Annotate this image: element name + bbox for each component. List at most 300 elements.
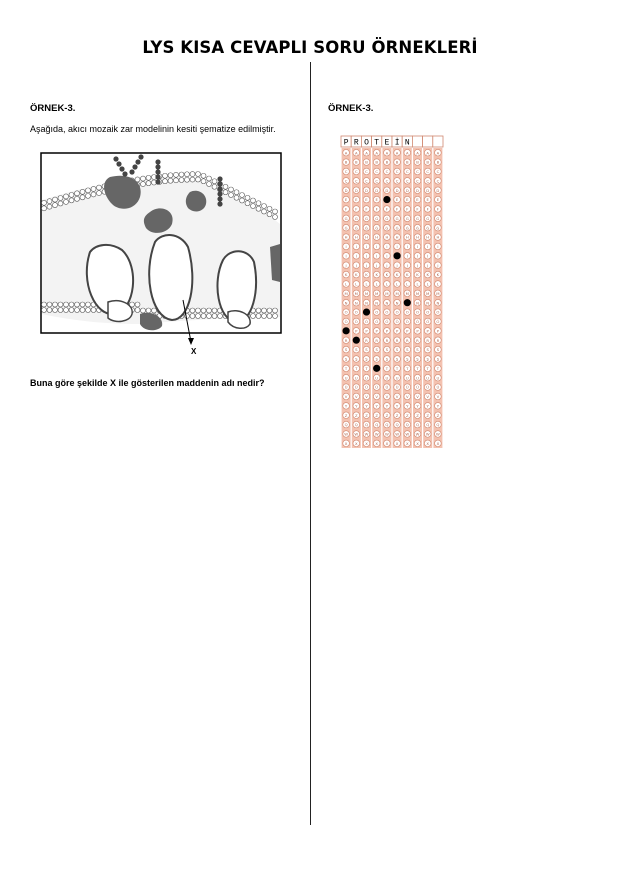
bubble-letter: E xyxy=(426,197,429,203)
answer-box xyxy=(412,136,422,147)
answer-box-letter: P xyxy=(343,138,349,148)
bubble-letter: L xyxy=(396,281,399,287)
bubble-letter: Ş xyxy=(385,356,389,362)
lipid-head xyxy=(207,176,212,181)
question-intro: Aşağıda, akıcı mozaik zar modelinin kesiti şematize edilmiştir. xyxy=(30,124,276,134)
bubble-letter: S xyxy=(385,347,389,353)
lipid-head xyxy=(80,195,85,200)
bubble-letter: Ü xyxy=(436,384,440,390)
carbohydrate-bead xyxy=(155,174,160,179)
bubble-letter: U xyxy=(385,375,389,381)
bubble-letter: Q xyxy=(436,422,440,428)
bubble-letter: K xyxy=(375,272,378,278)
bubble-letter: M xyxy=(364,290,369,296)
bubble-filled xyxy=(404,299,411,306)
lipid-head xyxy=(42,200,47,205)
bubble-letter: Q xyxy=(385,422,389,428)
bubble-letter: I xyxy=(406,244,408,250)
bubble-letter: R xyxy=(436,337,440,343)
bubble-letter: Ö xyxy=(365,319,368,325)
bubble-letter: W xyxy=(405,431,410,437)
bubble-letter: R xyxy=(405,337,409,343)
bubble-letter: Ç xyxy=(426,178,430,184)
bubble-letter: T xyxy=(385,365,389,371)
bubble-letter: Ğ xyxy=(436,225,440,231)
figure-x-label: X xyxy=(191,347,197,356)
bubble-letter: H xyxy=(436,234,440,240)
bubble-letter: L xyxy=(385,281,388,287)
lipid-head xyxy=(262,209,267,214)
bubble-letter: Ğ xyxy=(365,225,368,231)
bubble-letter: X xyxy=(344,440,348,446)
bubble-letter: D xyxy=(365,187,368,193)
bubble-letter: K xyxy=(395,272,399,278)
lipid-head xyxy=(273,314,278,319)
bubble-letter: T xyxy=(344,365,348,371)
carbohydrate-bead xyxy=(122,171,127,176)
answer-box-letter: O xyxy=(364,138,369,148)
bubble-letter: X xyxy=(395,440,399,446)
bubble-letter: B xyxy=(426,159,430,165)
lipid-head xyxy=(207,182,212,187)
bubble-letter: Z xyxy=(354,412,358,418)
bubble-letter: M xyxy=(375,290,379,296)
bubble-letter: T xyxy=(355,365,358,371)
bubble-letter: S xyxy=(344,347,348,353)
bubble-letter: U xyxy=(365,375,368,381)
bubble-letter: Ş xyxy=(406,356,409,362)
lipid-head xyxy=(75,308,80,313)
bubble-letter: B xyxy=(416,159,419,165)
bubble-letter: O xyxy=(375,309,379,315)
carbohydrate-bead xyxy=(217,176,222,181)
bubble-letter: Ö xyxy=(385,319,389,325)
bubble-letter: A xyxy=(385,150,389,156)
bubble-letter: Ç xyxy=(365,178,368,184)
bubble-letter: R xyxy=(416,337,419,343)
lipid-head xyxy=(190,314,195,319)
lipid-head xyxy=(163,179,168,184)
bubble-letter: A xyxy=(375,150,379,156)
bubble-filled xyxy=(384,196,391,203)
bubble-letter: Q xyxy=(416,422,419,428)
column-divider xyxy=(310,62,311,825)
bubble-letter: T xyxy=(426,365,429,371)
bubble-letter: Z xyxy=(436,412,440,418)
bubble-letter: Ş xyxy=(416,356,419,362)
bubble-letter: Ş xyxy=(436,356,440,362)
lipid-head xyxy=(64,199,69,204)
lipid-head xyxy=(201,173,206,178)
bubble-letter: Q xyxy=(365,422,368,428)
lipid-head xyxy=(234,190,239,195)
bubble-letter: T xyxy=(406,365,409,371)
bubble-letter: O xyxy=(395,309,399,315)
bubble-letter: H xyxy=(365,234,368,240)
lipid-head xyxy=(53,302,58,307)
question-text: Buna göre şekilde X ile gösterilen maddenin adı nedir? xyxy=(30,378,265,388)
bubble-letter: D xyxy=(416,187,419,193)
lipid-head xyxy=(58,308,63,313)
bubble-letter: Z xyxy=(375,412,379,418)
bubble-letter: Y xyxy=(406,403,409,409)
lipid-head xyxy=(42,302,47,307)
bubble-letter: K xyxy=(365,272,368,278)
bubble-letter: B xyxy=(405,159,409,165)
bubble-letter: O xyxy=(426,309,430,315)
bubble-letter: Ü xyxy=(416,384,419,390)
carbohydrate-bead xyxy=(135,159,140,164)
bubble-letter: V xyxy=(354,394,358,400)
bubble-letter: D xyxy=(375,187,379,193)
carbohydrate-bead xyxy=(138,154,143,159)
lipid-head xyxy=(58,201,63,206)
bubble-letter: D xyxy=(395,187,399,193)
bubble-letter: J xyxy=(396,262,398,268)
lipid-head xyxy=(201,314,206,319)
bubble-letter: Z xyxy=(385,412,389,418)
bubble-letter: Ö xyxy=(354,319,358,325)
bubble-letter: İ xyxy=(376,253,378,259)
lipid-head xyxy=(196,308,201,313)
bubble-letter: Ç xyxy=(416,178,419,184)
bubble-letter: R xyxy=(426,337,430,343)
bubble-letter: O xyxy=(436,309,440,315)
bubble-letter: W xyxy=(354,431,359,437)
bubble-filled xyxy=(373,365,380,372)
bubble-letter: Q xyxy=(344,422,348,428)
bubble-letter: T xyxy=(395,365,399,371)
lipid-head xyxy=(262,308,267,313)
lipid-head xyxy=(152,308,157,313)
bubble-letter: Y xyxy=(355,403,358,409)
bubble-letter: F xyxy=(355,206,358,212)
bubble-letter: A xyxy=(405,150,409,156)
bubble-letter: G xyxy=(395,215,399,221)
bubble-letter: G xyxy=(344,215,348,221)
bubble-letter: J xyxy=(376,262,378,268)
example-label-right: ÖRNEK-3. xyxy=(328,103,374,114)
bubble-letter: P xyxy=(395,328,399,334)
lipid-head xyxy=(64,194,69,199)
bubble-letter: N xyxy=(436,300,440,306)
membrane-diagram xyxy=(40,152,282,357)
bubble-letter: Y xyxy=(375,403,378,409)
lipid-head xyxy=(91,186,96,191)
bubble-letter: X xyxy=(436,440,440,446)
lipid-head xyxy=(135,308,140,313)
bubble-letter: R xyxy=(344,337,348,343)
lipid-head xyxy=(80,308,85,313)
bubble-letter: D xyxy=(344,187,348,193)
bubble-letter: İ xyxy=(437,253,439,259)
bubble-letter: X xyxy=(426,440,430,446)
lipid-head xyxy=(69,308,74,313)
answer-box-letter: E xyxy=(384,138,390,148)
lipid-head xyxy=(168,173,173,178)
bubble-letter: Ğ xyxy=(344,225,348,231)
bubble-letter: E xyxy=(365,197,368,203)
lipid-head xyxy=(245,201,250,206)
lipid-head xyxy=(47,199,52,204)
bubble-letter: M xyxy=(385,290,389,296)
carbohydrate-bead xyxy=(132,164,137,169)
lipid-head xyxy=(245,195,250,200)
bubble-letter: H xyxy=(385,234,389,240)
bubble-letter: W xyxy=(385,431,389,437)
bubble-letter: J xyxy=(386,262,388,268)
carbohydrate-bead xyxy=(155,164,160,169)
answer-box-letter: R xyxy=(353,138,359,148)
bubble-letter: H xyxy=(354,234,358,240)
lipid-head xyxy=(256,314,261,319)
lipid-head xyxy=(267,212,272,217)
bubble-letter: Ş xyxy=(426,356,429,362)
bubble-letter: I xyxy=(427,244,429,250)
bubble-letter: R xyxy=(375,337,379,343)
bubble-letter: M xyxy=(426,290,430,296)
bubble-letter: Y xyxy=(385,403,389,409)
bubble-letter: A xyxy=(354,150,358,156)
bubble-letter: Z xyxy=(426,412,430,418)
bubble-letter: F xyxy=(375,206,378,212)
bubble-letter: U xyxy=(395,375,399,381)
lipid-head xyxy=(80,189,85,194)
bubble-letter: L xyxy=(416,281,419,287)
carbohydrate-bead xyxy=(217,196,222,201)
lipid-head xyxy=(240,198,245,203)
bubble-letter: H xyxy=(375,234,379,240)
lipid-head xyxy=(97,185,102,190)
bubble-letter: J xyxy=(437,262,439,268)
bubble-letter: H xyxy=(395,234,399,240)
bubble-letter: V xyxy=(375,394,379,400)
bubble-letter: G xyxy=(354,215,358,221)
bubble-letter: L xyxy=(355,281,358,287)
lipid-head xyxy=(256,206,261,211)
lipid-head xyxy=(47,302,52,307)
bubble-letter: E xyxy=(406,197,409,203)
bubble-letter: Ü xyxy=(354,384,358,390)
bubble-filled xyxy=(343,328,350,335)
bubble-letter: Ğ xyxy=(375,225,379,231)
bubble-letter: R xyxy=(385,337,389,343)
lipid-head xyxy=(86,308,91,313)
lipid-head xyxy=(256,308,261,313)
lipid-head xyxy=(53,197,58,202)
bubble-letter: İ xyxy=(416,253,419,259)
lipid-head xyxy=(91,308,96,313)
lipid-head xyxy=(196,177,201,182)
bubble-letter: Ğ xyxy=(405,225,409,231)
lipid-head xyxy=(201,308,206,313)
lipid-head xyxy=(174,172,179,177)
bubble-letter: L xyxy=(436,281,439,287)
lipid-head xyxy=(212,308,217,313)
lipid-head xyxy=(273,209,278,214)
lipid-head xyxy=(53,203,58,208)
bubble-letter: W xyxy=(415,431,420,437)
lipid-head xyxy=(267,206,272,211)
bubble-letter: Ğ xyxy=(395,225,399,231)
bubble-letter: I xyxy=(376,244,378,250)
bubble-letter: T xyxy=(436,365,440,371)
lipid-head xyxy=(229,193,234,198)
bubble-letter: G xyxy=(405,215,409,221)
bubble-letter: Ş xyxy=(344,356,348,362)
bubble-letter: S xyxy=(416,347,419,353)
bubble-letter: Ü xyxy=(395,384,399,390)
bubble-letter: M xyxy=(344,290,348,296)
bubble-letter: Ö xyxy=(405,319,409,325)
bubble-letter: F xyxy=(365,206,368,212)
bubble-letter: V xyxy=(344,394,348,400)
bubble-letter: M xyxy=(405,290,409,296)
carbohydrate-bead xyxy=(129,169,134,174)
bubble-letter: X xyxy=(385,440,389,446)
bubble-letter: Ü xyxy=(405,384,409,390)
bubble-letter: Ç xyxy=(375,178,379,184)
answer-box xyxy=(433,136,443,147)
bubble-letter: F xyxy=(406,206,409,212)
bubble-letter: Y xyxy=(365,403,368,409)
bubble-letter: S xyxy=(395,347,399,353)
bubble-letter: N xyxy=(416,300,419,306)
bubble-letter: Z xyxy=(395,412,399,418)
bubble-letter: B xyxy=(365,159,368,165)
lipid-head xyxy=(91,192,96,197)
bubble-letter: W xyxy=(344,431,348,437)
bubble-letter: K xyxy=(355,272,358,278)
bubble-letter: Ç xyxy=(385,178,389,184)
bubble-letter: D xyxy=(436,187,440,193)
bubble-letter: C xyxy=(395,169,399,175)
bubble-letter: H xyxy=(405,234,409,240)
carbohydrate-bead xyxy=(217,191,222,196)
bubble-letter: C xyxy=(354,169,358,175)
bubble-letter: N xyxy=(426,300,430,306)
bubble-letter: W xyxy=(364,431,369,437)
bubble-letter: Y xyxy=(344,403,348,409)
bubble-letter: F xyxy=(385,206,388,212)
bubble-letter: Y xyxy=(426,403,429,409)
bubble-letter: Ö xyxy=(344,319,348,325)
bubble-letter: I xyxy=(365,244,368,250)
lipid-head xyxy=(207,308,212,313)
bubble-letter: O xyxy=(416,309,419,315)
lipid-head xyxy=(174,178,179,183)
bubble-letter: C xyxy=(385,169,389,175)
bubble-letter: Q xyxy=(395,422,399,428)
bubble-letter: X xyxy=(354,440,358,446)
lipid-head xyxy=(190,177,195,182)
answer-box xyxy=(423,136,433,147)
bubble-letter: Ü xyxy=(375,384,379,390)
carbohydrate-bead xyxy=(217,186,222,191)
lipid-head xyxy=(273,215,278,220)
bubble-letter: F xyxy=(416,206,419,212)
bubble-letter: K xyxy=(416,272,419,278)
bubble-letter: O xyxy=(354,309,358,315)
bubble-letter: L xyxy=(345,281,348,287)
lipid-head xyxy=(135,302,140,307)
lipid-head xyxy=(201,179,206,184)
bubble-letter: D xyxy=(385,187,389,193)
bubble-letter: P xyxy=(406,328,409,334)
lipid-head xyxy=(64,308,69,313)
bubble-letter: H xyxy=(426,234,430,240)
bubble-letter: V xyxy=(365,394,368,400)
bubble-letter: P xyxy=(436,328,440,334)
lipid-head xyxy=(42,206,47,211)
bubble-letter: S xyxy=(436,347,440,353)
carbohydrate-bead xyxy=(155,159,160,164)
answer-box-letter: N xyxy=(404,138,410,148)
bubble-letter: U xyxy=(344,375,348,381)
bubble-letter: K xyxy=(426,272,429,278)
bubble-letter: Ş xyxy=(355,356,358,362)
bubble-letter: A xyxy=(395,150,399,156)
example-label-left: ÖRNEK-3. xyxy=(30,103,76,114)
bubble-letter: W xyxy=(425,431,430,437)
bubble-letter: V xyxy=(405,394,409,400)
lipid-head xyxy=(212,179,217,184)
bubble-letter: R xyxy=(365,337,368,343)
bubble-letter: C xyxy=(344,169,348,175)
bubble-letter: P xyxy=(416,328,419,334)
bubble-letter: S xyxy=(365,347,368,353)
bubble-letter: U xyxy=(375,375,379,381)
bubble-letter: D xyxy=(426,187,430,193)
bubble-letter: C xyxy=(375,169,379,175)
bubble-letter: I xyxy=(386,244,388,250)
carbohydrate-bead xyxy=(113,156,118,161)
lipid-head xyxy=(196,172,201,177)
lipid-head xyxy=(146,181,151,186)
lipid-head xyxy=(75,302,80,307)
bubble-letter: N xyxy=(375,300,379,306)
bubble-letter: İ xyxy=(406,253,408,259)
bubble-letter: Ğ xyxy=(416,225,419,231)
bubble-letter: B xyxy=(395,159,399,165)
bubble-letter: J xyxy=(345,262,347,268)
bubble-letter: İ xyxy=(365,253,368,259)
lipid-head xyxy=(185,177,190,182)
lipid-head xyxy=(58,302,63,307)
lipid-head xyxy=(267,314,272,319)
bubble-letter: J xyxy=(416,262,419,268)
carbohydrate-bead xyxy=(116,161,121,166)
bubble-letter: W xyxy=(374,431,379,437)
bubble-letter: R xyxy=(395,337,399,343)
bubble-letter: G xyxy=(416,215,419,221)
bubble-letter: U xyxy=(405,375,409,381)
lipid-head xyxy=(262,314,267,319)
bubble-letter: Ü xyxy=(426,384,430,390)
bubble-letter: F xyxy=(345,206,348,212)
bubble-letter: Ç xyxy=(436,178,440,184)
bubble-letter: I xyxy=(437,244,439,250)
bubble-letter: C xyxy=(405,169,409,175)
lipid-head xyxy=(75,196,80,201)
bubble-letter: W xyxy=(395,431,399,437)
bubble-letter: K xyxy=(385,272,389,278)
bubble-letter: Z xyxy=(416,412,419,418)
bubble-letter: Q xyxy=(354,422,358,428)
bubble-letter: V xyxy=(426,394,430,400)
lipid-head xyxy=(240,193,245,198)
bubble-letter: Ö xyxy=(416,319,419,325)
